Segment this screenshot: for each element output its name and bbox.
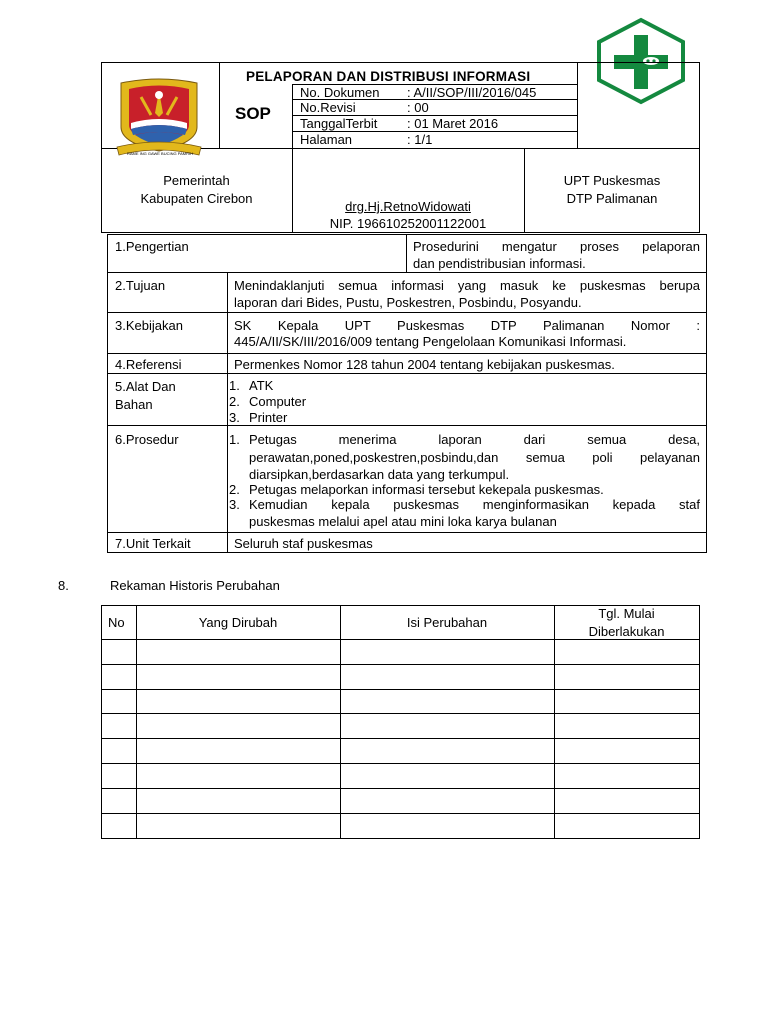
meta-value-dokumen: : A/II/SOP/III/2016/045 xyxy=(407,85,537,100)
signatory-name: drg.Hj.RetnoWidowati xyxy=(345,199,471,214)
history-col-tgl-line2: Diberlakukan xyxy=(588,624,665,639)
signatory-nip: NIP. 196610252001122001 xyxy=(329,216,487,231)
meta-label-dokumen: No. Dokumen xyxy=(300,85,380,100)
history-title: Rekaman Historis Perubahan xyxy=(110,578,280,593)
kebijakan-line2: 445/A/II/SK/III/2016/009 tentang Pengelolaan Komunikasi Informasi. xyxy=(234,334,627,349)
tujuan-line2: laporan dari Bides, Pustu, Poskestren, Posbindu, Posyandu. xyxy=(234,295,582,310)
left-org-line2: Kabupaten Cirebon xyxy=(140,191,253,206)
meta-label-revisi: No.Revisi xyxy=(300,100,356,115)
prosedur-label: 6.Prosedur xyxy=(115,432,179,447)
alat-label-line2: Bahan xyxy=(115,397,153,412)
document-title: PELAPORAN DAN DISTRIBUSI INFORMASI xyxy=(246,69,531,84)
tujuan-line1: Menindaklanjuti semua informasi yang masuk ke puskesmas berupa xyxy=(234,278,700,293)
alat-item-3: 3. Printer xyxy=(229,410,288,425)
unit-label: 7.Unit Terkait xyxy=(115,536,191,551)
prosedur-item3-line2: puskesmas melalui apel atau mini loka karya bulanan xyxy=(249,514,557,529)
pengertian-label: 1.Pengertian xyxy=(115,239,189,254)
kebijakan-label: 3.Kebijakan xyxy=(115,318,183,333)
referensi-label: 4.Referensi xyxy=(115,357,182,372)
tujuan-label: 2.Tujuan xyxy=(115,278,166,293)
prosedur-num-3: 3. xyxy=(229,497,240,512)
pengertian-line1: Prosedurini mengatur proses pelaporan xyxy=(413,239,700,254)
pengertian-line2: dan pendistribusian informasi. xyxy=(413,256,586,271)
prosedur-item1-line3: diarsipkan,berdasarkan data yang terkumpul. xyxy=(249,467,510,482)
history-col-tgl-line1: Tgl. Mulai xyxy=(598,606,655,621)
alat-label-line1: 5.Alat Dan xyxy=(115,379,176,394)
left-org-line1: Pemerintah xyxy=(163,173,230,188)
referensi-text: Permenkes Nomor 128 tahun 2004 tentang kebijakan puskesmas. xyxy=(234,357,615,372)
prosedur-item2: Petugas melaporkan informasi tersebut kekepala puskesmas. xyxy=(249,482,604,497)
prosedur-item1-line1: Petugas menerima laporan dari semua desa, xyxy=(249,432,700,447)
sop-label: SOP xyxy=(235,104,271,123)
prosedur-num-1: 1. xyxy=(229,432,240,447)
prosedur-item3-line1: Kemudian kepala puskesmas menginformasikan kepada staf xyxy=(249,497,700,512)
meta-value-revisi: : 00 xyxy=(407,100,429,115)
meta-label-terbit: TanggalTerbit xyxy=(300,116,378,131)
history-col-isi-perubahan: Isi Perubahan xyxy=(406,615,488,630)
crest-motto: RAME ING GAWE BUCING PAMRIH xyxy=(126,151,193,156)
history-col-no: No xyxy=(108,615,125,630)
unit-text: Seluruh staf puskesmas xyxy=(234,536,373,551)
history-col-yang-dirubah: Yang Dirubah xyxy=(198,615,278,630)
prosedur-num-2: 2. xyxy=(229,482,240,497)
meta-value-halaman: : 1/1 xyxy=(407,132,433,147)
puskesmas-logo xyxy=(594,17,688,105)
right-org-line1: UPT Puskesmas xyxy=(563,173,661,188)
alat-item-1: 1. ATK xyxy=(229,378,274,393)
kebijakan-line1: SK Kepala UPT Puskesmas DTP Palimanan Nomor : xyxy=(234,318,700,333)
prosedur-item1-line2: perawatan,poned,poskestren,posbindu,dan semua poli pelayanan xyxy=(249,450,700,465)
right-org-line2: DTP Palimanan xyxy=(566,191,658,206)
alat-item-2: 2. Computer xyxy=(229,394,307,409)
history-number: 8. xyxy=(58,578,69,593)
meta-value-terbit: : 01 Maret 2016 xyxy=(407,116,499,131)
meta-label-halaman: Halaman xyxy=(300,132,353,147)
